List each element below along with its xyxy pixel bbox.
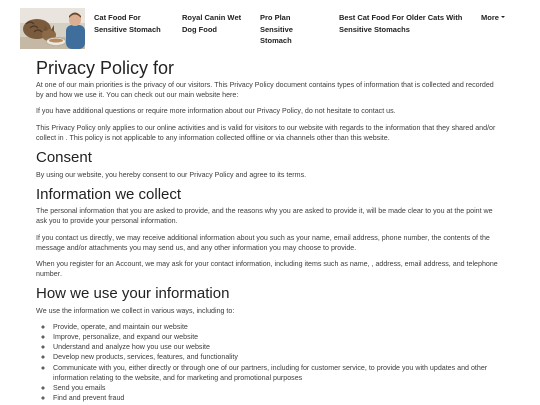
section-heading-information-we-collect: Information we collect — [36, 185, 182, 203]
caret-down-icon — [501, 16, 505, 18]
privacy-policy-content — [36, 57, 503, 403]
site-header — [0, 0, 540, 52]
list-item: ◦ Understand and analyze how you use our website — [53, 342, 503, 352]
section-heading-consent: Consent — [36, 149, 92, 167]
list-item: ◦ Develop new products, services, features, and functionality — [53, 352, 503, 362]
section-paragraph: By using our website, you hereby consent to our Privacy Policy and agree to its terms. — [36, 170, 307, 179]
list-item: ◦ Communicate with you, either directly or through one of our partners, including for customer service, to provide you with updates and other information relating to the website, and for marketing and promotional purposes — [53, 363, 503, 383]
nav-link-cat-food-for-sensitive-stomach[interactable]: Cat Food For Sensitive Stomach — [94, 13, 161, 34]
more-menu-toggle[interactable] — [481, 12, 505, 24]
logo-image — [20, 8, 85, 49]
intro-paragraph: At one of our main priorities is the privacy of our visitors. This Privacy Policy document contains types of information that is collected and recorded by and how we use it. You can check out our main website here: — [36, 81, 494, 100]
nav-link-best-cat-food-older-cats[interactable]: Best Cat Food For Older Cats With Sensitive Stomachs — [339, 13, 463, 34]
list-item: ◦ Find and prevent fraud — [53, 393, 503, 403]
section-paragraph: When you register for an Account, we may ask for your contact information, including items such as name, , address, email address, and telephone number. — [36, 260, 498, 279]
nav-link-royal-canin-wet-dog-food[interactable]: Royal Canin Wet Dog Food — [182, 13, 242, 34]
section-heading-how-we-use-information: How we use your information — [36, 285, 230, 303]
more-menu-label: More — [481, 13, 499, 22]
section-paragraph: The personal information that you are asked to provide, and the reasons why you are asked to provide it, will be made clear to you at the point we ask you to provide your personal information. — [36, 207, 493, 226]
intro-paragraph: This Privacy Policy only applies to our online activities and is valid for visitors to our website with regards to the information that they shared and/or collect in . This policy is not applicable to any information collected offline or via channels other than this website. — [36, 123, 496, 142]
list-item: ◦ Send you emails — [53, 383, 503, 393]
section-paragraph: We use the information we collect in various ways, including to: — [36, 306, 235, 315]
list-item: ◦ Improve, personalize, and expand our website — [53, 332, 503, 342]
site-logo[interactable] — [20, 8, 85, 49]
page-title: Privacy Policy for — [36, 58, 175, 78]
list-item: ◦ Provide, operate, and maintain our website — [53, 322, 503, 332]
usage-list — [36, 322, 503, 403]
intro-paragraph: If you have additional questions or require more information about our Privacy Policy, do not hesitate to contact us. — [36, 107, 396, 116]
section-paragraph: If you contact us directly, we may receive additional information about you such as your name, email address, phone number, the contents of the message and/or attachments you may send us, and any other information you may choose to provide. — [36, 233, 490, 252]
nav-link-pro-plan-sensitive-stomach[interactable]: Pro Plan Sensitive Stomach — [260, 13, 293, 45]
